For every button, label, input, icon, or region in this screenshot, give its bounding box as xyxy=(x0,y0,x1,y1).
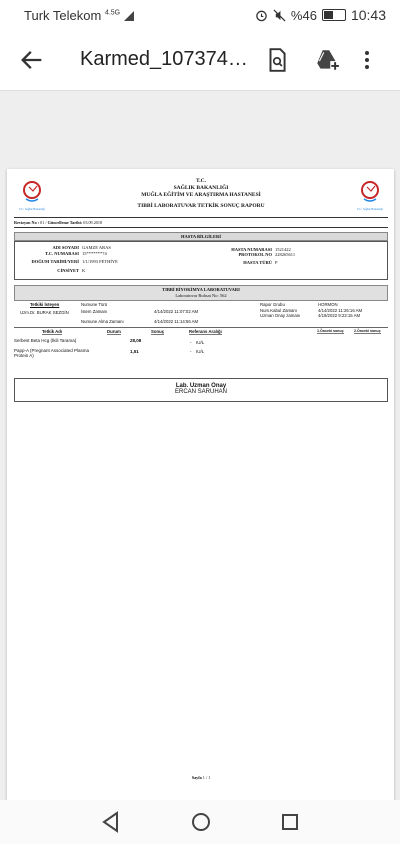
signal-icon xyxy=(124,11,136,21)
header-titles xyxy=(54,178,348,210)
carrier-label: Turk Telekom $^{4.5G}$ xyxy=(24,8,136,23)
approver-name: ERCAN SARUHAN xyxy=(174,389,227,395)
request-info: Tetkiki İsteyen Uzm.Dr. BURAK SEZGİN Numune Türü İstem Zamanı 4/14/2022 11:07:02 AM Numune Alma Zamanı 4/14/2022 11:14:56 AM Rapor Grubu HORMON Num.Kabul Zamanı 4/14/2022 11:26:16 AM Uzman Onay zamanı 4/19/2022 9:23:15 AM xyxy=(14,301,388,328)
nav-back-icon[interactable] xyxy=(101,811,121,833)
header-line-hospital: MUĞLA EĞİTİM VE ARAŞTIRMA HASTANESİ xyxy=(141,192,261,198)
battery-icon xyxy=(322,9,346,21)
patient-section-title: HASTA BİLGİLERİ xyxy=(14,232,388,241)
back-arrow-icon[interactable] xyxy=(18,46,46,74)
approval-box xyxy=(14,378,388,402)
document-title: Karmed_107374… xyxy=(80,48,248,70)
clock: 10:43 xyxy=(350,7,386,23)
pdf-page xyxy=(7,169,394,809)
header-line-ministry: SAĞLIK BAKANLIĞI xyxy=(173,185,229,191)
page-number: Sayfa 1 / 1 xyxy=(191,775,211,780)
revision-line: Revizyon No : 01 / Güncelleme Tarihi: 03.09.2018 xyxy=(14,218,388,228)
table-row: Papp-A (Pregnant Associated Plasma Protein A) 1,51 - IU/L xyxy=(14,348,205,358)
lab-report xyxy=(14,177,388,780)
network-type: 4.5G xyxy=(104,9,121,17)
nav-home-icon[interactable] xyxy=(190,811,212,833)
app-bar xyxy=(0,32,400,91)
mute-icon xyxy=(273,9,286,22)
approval-title: Lab. Uzman Onay xyxy=(175,383,227,389)
system-nav-bar xyxy=(0,800,400,844)
ministry-logo-icon xyxy=(354,179,386,213)
results-table-header: Tetkik Adı Durum Sonuç Referans Aralığı 1.Önceki sonuç 2.Önceki sonuç xyxy=(42,329,381,334)
document-viewer[interactable] xyxy=(0,91,400,800)
header-line-tc: T.C. xyxy=(196,178,206,184)
status-bar xyxy=(0,0,400,32)
ministry-logo-icon xyxy=(16,179,48,213)
nav-recents-icon[interactable] xyxy=(280,811,300,833)
more-options-icon[interactable] xyxy=(364,47,370,73)
report-title: TIBBİ LABORATUVAR TETKİK SONUÇ RAPORU xyxy=(137,203,265,209)
table-row: Serbest Beta Hcg (İkili Tarama) 28,08 - IU/L xyxy=(14,338,205,345)
search-document-icon[interactable] xyxy=(264,47,290,73)
svg-text:T.C. Sağlık Bakanlığı: T.C. Sağlık Bakanlığı xyxy=(357,207,383,211)
patient-info: ADI SOYADI GAMZE ARAS T.C. NUMARASI 15*******74 DOĞUM TARİHİ/YERİ 1/1/1993 FETHİYE CİNSİYET K HASTA NUMARASI 1521422 PROTOKOL NO 228265611 HASTA TÜRÜ P xyxy=(14,241,388,280)
lab-section-title: TIBBİ BİYOKİMYA LABORATUVARI Laboratuvar Ruhsat No: 562 xyxy=(14,285,388,301)
svg-text:T.C. Sağlık Bakanlığı: T.C. Sağlık Bakanlığı xyxy=(19,207,45,211)
alarm-icon xyxy=(255,9,268,22)
drive-add-icon[interactable] xyxy=(314,47,340,73)
battery-percent: %46 xyxy=(290,7,317,23)
report-header xyxy=(14,177,388,218)
